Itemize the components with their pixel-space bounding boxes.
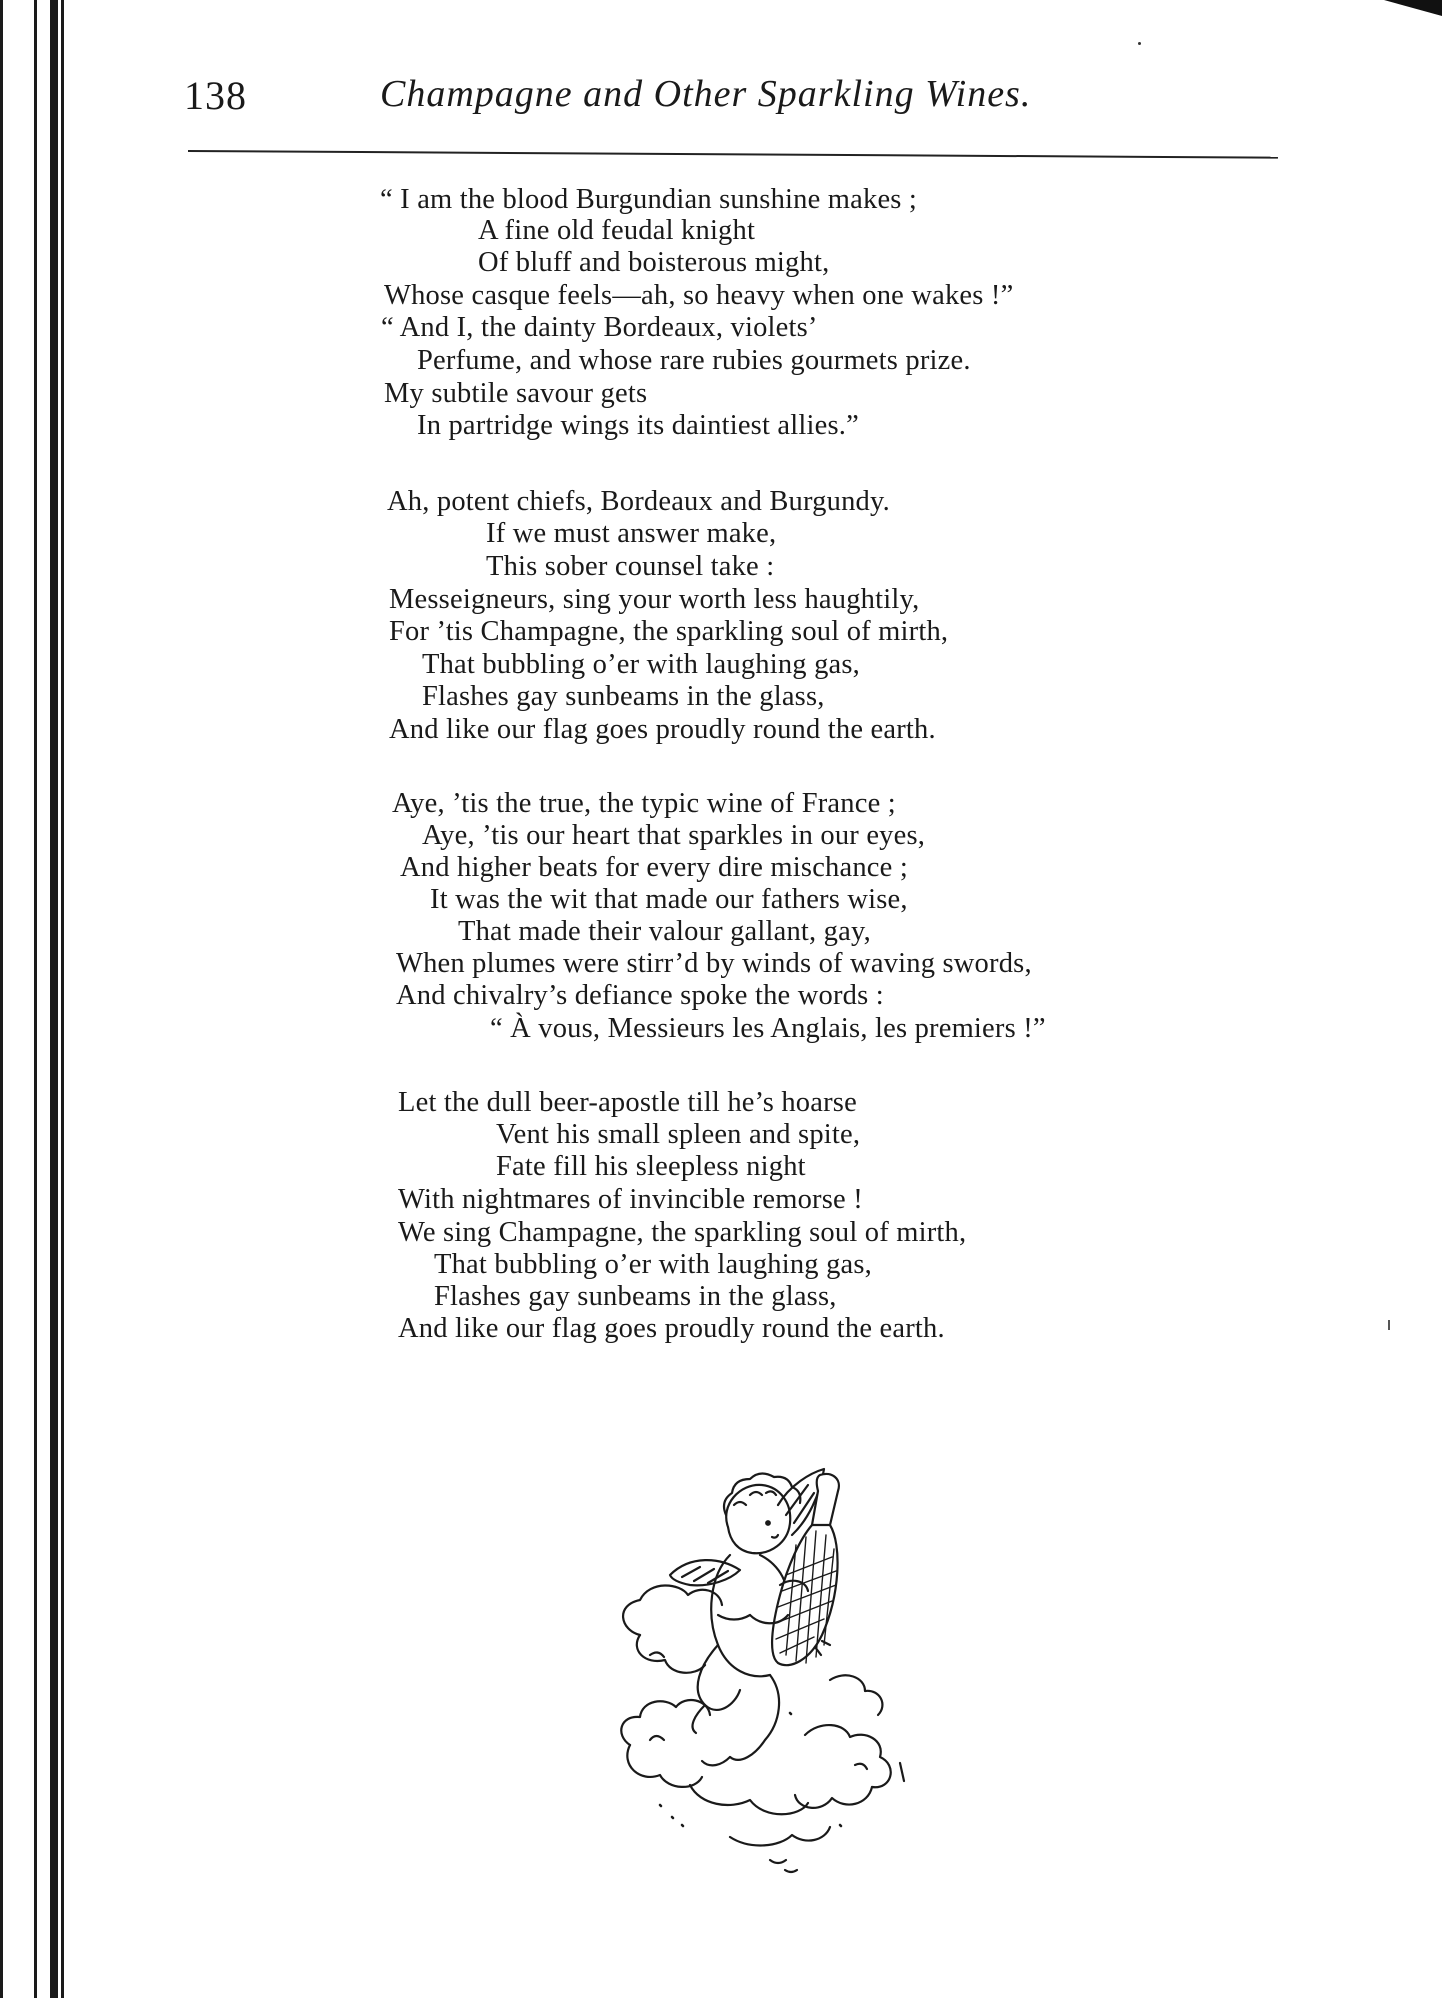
poem-line: That bubbling o’er with laughing gas, — [434, 1249, 872, 1280]
poem-line: With nightmares of invincible remorse ! — [398, 1184, 863, 1215]
poem-line: If we must answer make, — [486, 518, 777, 549]
poem-line: Flashes gay sunbeams in the glass, — [434, 1281, 837, 1312]
running-title: Champagne and Other Sparkling Wines. — [380, 73, 1032, 115]
poem-line: Aye, ’tis the true, the typic wine of France ; — [392, 788, 896, 819]
poem-line: Perfume, and whose rare rubies gourmets prize. — [417, 345, 971, 376]
poem-line: And like our flag goes proudly round the earth. — [389, 714, 936, 745]
poem-line: And chivalry’s defiance spoke the words : — [396, 980, 884, 1011]
poem-line: That bubbling o’er with laughing gas, — [422, 649, 860, 680]
poem-line: Flashes gay sunbeams in the glass, — [422, 681, 825, 712]
poem-line: “ And I, the dainty Bordeaux, violets’ — [381, 312, 818, 343]
poem-line: We sing Champagne, the sparkling soul of mirth, — [398, 1217, 967, 1248]
poem-line: For ’tis Champagne, the sparkling soul of mirth, — [389, 616, 949, 647]
poem-line: A fine old feudal knight — [478, 215, 756, 246]
speckle-icon — [660, 1713, 841, 1826]
poem-line: This sober counsel take : — [486, 551, 775, 582]
poem-line: Messeigneurs, sing your worth less haughtily, — [389, 584, 920, 615]
poem-line: Aye, ’tis our heart that sparkles in our eyes, — [422, 820, 926, 851]
poem-line: Vent his small spleen and spite, — [496, 1119, 861, 1150]
poem-line: Fate fill his sleepless night — [496, 1151, 806, 1182]
cloud-icon — [621, 1585, 904, 1872]
poem-line: It was the wit that made our fathers wise, — [430, 884, 908, 915]
poem-line: When plumes were stirr’d by winds of waving swords, — [396, 948, 1032, 979]
poem-line: Let the dull beer-apostle till he’s hoarse — [398, 1087, 857, 1118]
cherub-body-icon — [693, 1555, 789, 1765]
poem-line: And higher beats for every dire mischance ; — [400, 852, 908, 883]
page-number: 138 — [184, 73, 247, 118]
cherub-head-icon — [724, 1473, 800, 1553]
poem-line: “ À vous, Messieurs les Anglais, les premiers !” — [490, 1013, 1046, 1044]
poem-line: Whose casque feels—ah, so heavy when one wakes !” — [384, 280, 1014, 311]
poem-line: That made their valour gallant, gay, — [458, 916, 871, 947]
poem-line: “ I am the blood Burgundian sunshine makes ; — [380, 184, 918, 215]
poem-line: Of bluff and boisterous might, — [478, 247, 830, 278]
poem-line: Ah, potent chiefs, Bordeaux and Burgundy. — [387, 486, 890, 517]
poem-line: And like our flag goes proudly round the earth. — [398, 1313, 945, 1344]
poem-line: My subtile savour gets — [384, 378, 648, 409]
cherub-illustration — [610, 1465, 950, 1885]
poem-line: In partridge wings its daintiest allies.” — [417, 410, 859, 441]
